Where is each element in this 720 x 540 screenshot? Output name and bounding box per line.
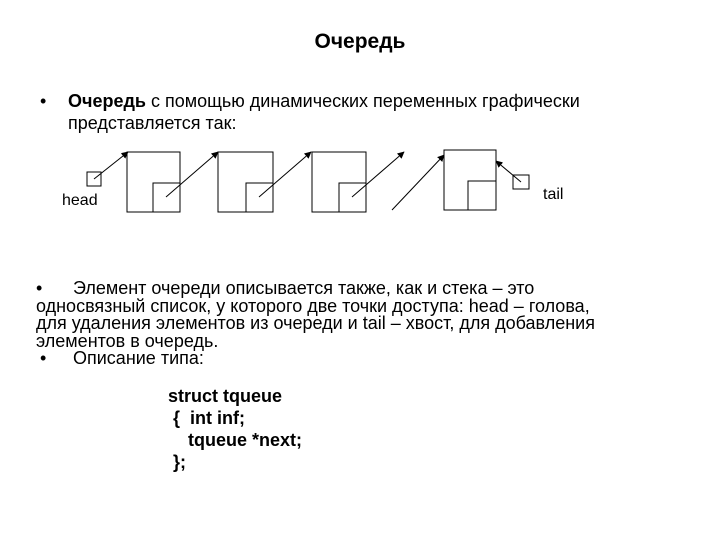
description-line3: для удаления элементов из очереди и tail – хвост, для добавления <box>36 313 595 333</box>
queue-node-3-next-field <box>339 183 366 212</box>
description-line1: Элемент очереди описывается также, как и стека – это <box>73 278 535 298</box>
bullet-marker: • <box>36 278 43 298</box>
head-label: head <box>62 192 98 209</box>
code-line-2: { int inf; <box>168 408 245 428</box>
link-arrow-2 <box>259 152 311 197</box>
link-arrow-4-ellipsis <box>392 155 444 210</box>
slide-title: Очередь <box>314 30 406 53</box>
link-arrow-3 <box>352 152 404 197</box>
description-block <box>36 280 686 368</box>
code-block <box>168 385 302 473</box>
queue-node-2-next-field <box>246 183 273 212</box>
intro-line2: представляется так: <box>68 113 237 133</box>
intro-bold-term: Очередь <box>68 91 146 111</box>
description-line4: элементов в очередь. <box>36 330 219 351</box>
link-arrow-1 <box>166 152 218 197</box>
bullet-marker: • <box>40 348 47 368</box>
type-description-heading: Описание типа: <box>73 348 204 368</box>
code-line-4: }; <box>168 452 186 472</box>
code-line-3: tqueue *next; <box>168 430 303 450</box>
bullet-marker: • <box>40 91 47 111</box>
tail-label: tail <box>543 186 564 203</box>
code-line-1: struct tqueue <box>168 386 283 406</box>
head-arrow <box>94 152 128 179</box>
intro-line1-rest: с помощью динамических переменных графически <box>145 91 580 111</box>
tail-arrow <box>496 161 521 182</box>
queue-node-4 <box>444 150 496 210</box>
queue-node-4-next-field <box>468 181 496 210</box>
queue-node-1-next-field <box>153 183 180 212</box>
description-line2: односвязный список, у которого две точки доступа: head – голова, <box>36 295 590 316</box>
